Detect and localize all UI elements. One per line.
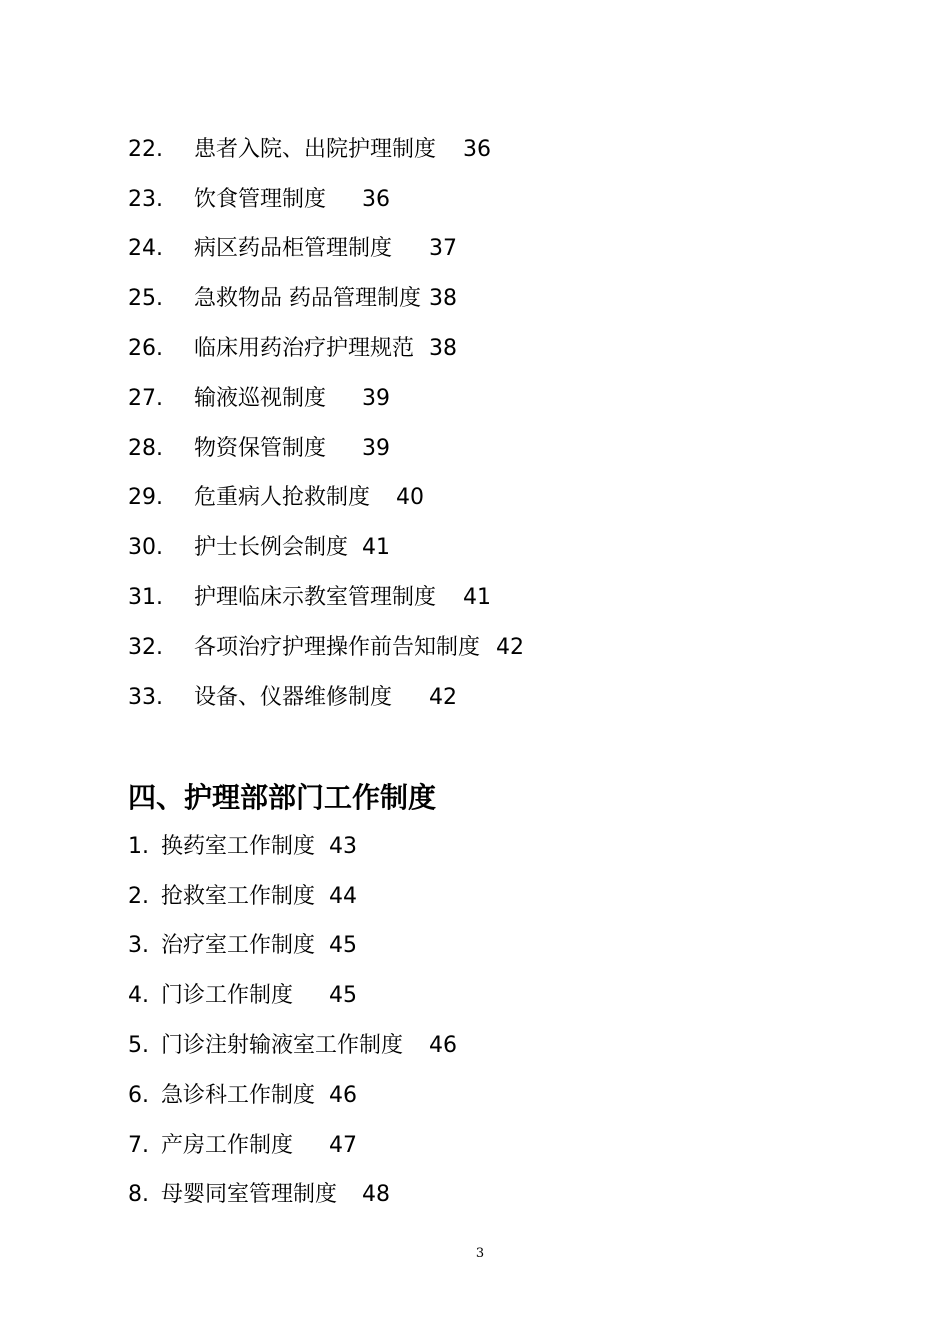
entry-title: 护理临床示教室管理制度: [194, 585, 437, 610]
entry-page: 46: [329, 1083, 357, 1108]
entry-number: 4.: [128, 983, 149, 1008]
entry-number: 2.: [128, 884, 149, 909]
entry-title: 临床用药治疗护理规范: [194, 336, 415, 361]
entry-page: 41: [463, 585, 491, 610]
entry-number: 7.: [128, 1133, 149, 1158]
entry-number: 29.: [128, 485, 163, 510]
entry-page: 36: [362, 187, 390, 212]
entry-page: 46: [429, 1033, 457, 1058]
entry-number: 33.: [128, 685, 163, 710]
entry-number: 6.: [128, 1083, 149, 1108]
entry-title: 门诊注射输液室工作制度: [161, 1033, 404, 1058]
entry-title: 饮食管理制度: [194, 187, 327, 212]
entry-number: 27.: [128, 386, 163, 411]
entry-title: 危重病人抢救制度: [194, 485, 371, 510]
entry-number: 23.: [128, 187, 163, 212]
entry-page: 48: [362, 1182, 390, 1207]
entry-title: 患者入院、出院护理制度: [194, 137, 437, 162]
entry-page: 45: [329, 933, 357, 958]
entry-title: 治疗室工作制度: [161, 933, 316, 958]
entry-number: 3.: [128, 933, 149, 958]
entry-page: 43: [329, 834, 357, 859]
entry-number: 30.: [128, 535, 163, 560]
entry-page: 41: [362, 535, 390, 560]
entry-page: 37: [429, 236, 457, 261]
entry-title: 输液巡视制度: [194, 386, 327, 411]
entry-number: 8.: [128, 1182, 149, 1207]
entry-page: 44: [329, 884, 357, 909]
entry-title: 急诊科工作制度: [161, 1083, 316, 1108]
entry-number: 24.: [128, 236, 163, 261]
entry-title: 母婴同室管理制度: [161, 1182, 338, 1207]
entry-page: 36: [463, 137, 491, 162]
entry-page: 40: [396, 485, 424, 510]
entry-page: 42: [496, 635, 524, 660]
entry-title: 抢救室工作制度: [161, 884, 316, 909]
entry-page: 38: [429, 286, 457, 311]
section-heading: 四、护理部部门工作制度: [128, 781, 437, 814]
entry-title: 急救物品 药品管理制度: [194, 286, 421, 311]
entry-page: 38: [429, 336, 457, 361]
entry-title: 病区药品柜管理制度: [194, 236, 393, 261]
entry-title: 设备、仪器维修制度: [194, 685, 393, 710]
entry-number: 26.: [128, 336, 163, 361]
entry-title: 护士长例会制度: [194, 535, 349, 560]
entry-page: 45: [329, 983, 357, 1008]
entry-number: 25.: [128, 286, 163, 311]
entry-number: 22.: [128, 137, 163, 162]
entry-title: 物资保管制度: [194, 436, 327, 461]
page-number: 3: [475, 1246, 485, 1261]
entry-title: 换药室工作制度: [161, 834, 316, 859]
entry-title: 各项治疗护理操作前告知制度: [194, 635, 481, 660]
entry-page: 42: [429, 685, 457, 710]
entry-number: 28.: [128, 436, 163, 461]
entry-page: 47: [329, 1133, 357, 1158]
entry-page: 39: [362, 436, 390, 461]
entry-number: 5.: [128, 1033, 149, 1058]
entry-title: 门诊工作制度: [161, 983, 294, 1008]
entry-number: 32.: [128, 635, 163, 660]
entry-page: 39: [362, 386, 390, 411]
entry-number: 1.: [128, 834, 149, 859]
entry-number: 31.: [128, 585, 163, 610]
entry-title: 产房工作制度: [161, 1133, 294, 1158]
